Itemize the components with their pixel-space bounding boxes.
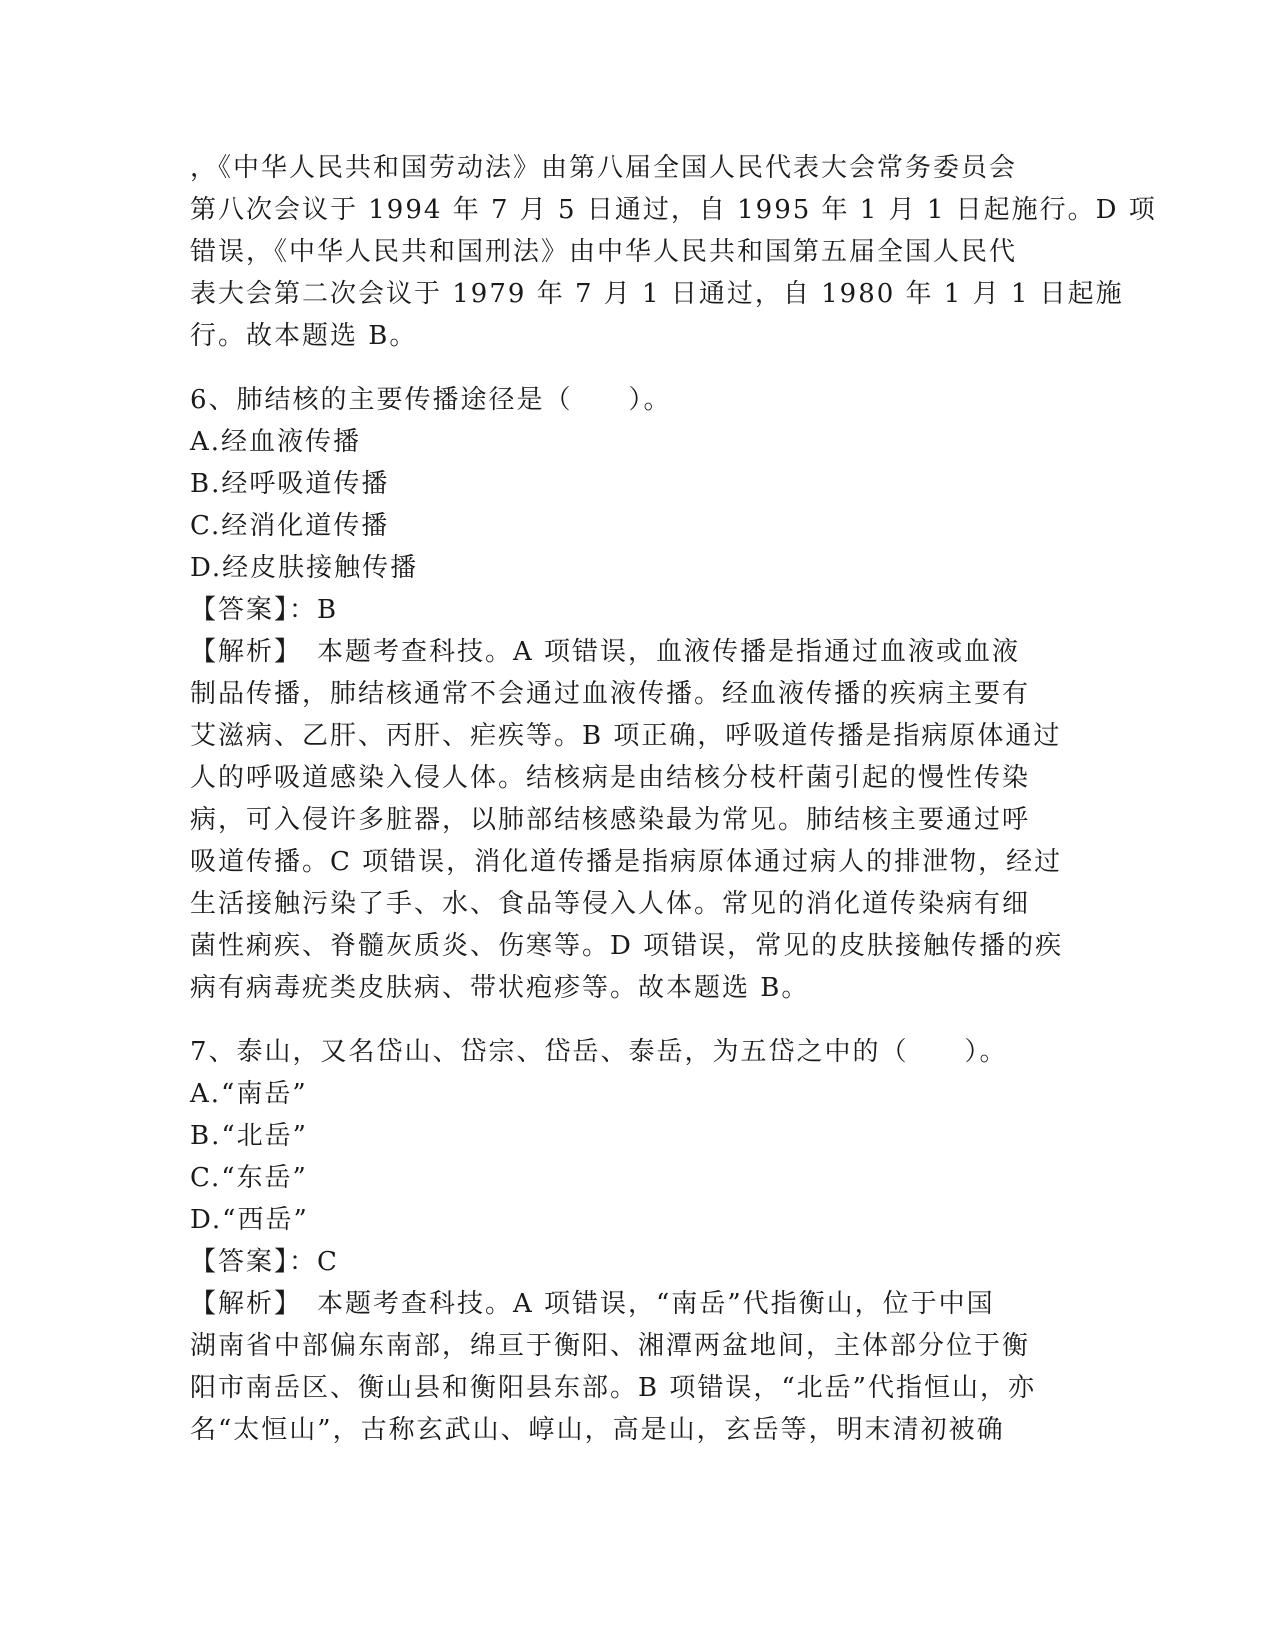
explanation-line: ，《中华人民共和国劳动法》由第八届全国人民代表大会常务委员会 bbox=[190, 153, 1018, 183]
answer-line: 【答案】：B bbox=[190, 595, 339, 625]
explanation-line: 艾滋病、乙肝、丙肝、疟疾等。B 项正确，呼吸道传播是指病原体通过 bbox=[190, 721, 1062, 751]
explanation-line: 表大会第二次会议于 1979 年 7 月 1 日通过，自 1980 年 1 月 1 日起施 bbox=[190, 279, 1124, 309]
explanation-line: 病有病毒疣类皮肤病、带状疱疹等。故本题选 B。 bbox=[190, 973, 810, 1003]
explanation-line: 人的呼吸道感染入侵人体。结核病是由结核分枝杆菌引起的慢性传染 bbox=[190, 763, 1031, 793]
option-b: B.经呼吸道传播 bbox=[190, 469, 390, 499]
question-text: 6、肺结核的主要传播途径是（ ）。 bbox=[190, 385, 672, 415]
explanation-line: 菌性痢疾、脊髓灰质炎、伤寒等。D 项错误，常见的皮肤接触传播的疾 bbox=[190, 931, 1064, 961]
explanation-line: 病，可入侵许多脏器，以肺部结核感染最为常见。肺结核主要通过呼 bbox=[190, 805, 1031, 835]
question-7 bbox=[190, 1031, 1090, 1451]
explanation-line: 生活接触污染了手、水、食品等侵入人体。常见的消化道传染病有细 bbox=[190, 889, 1031, 919]
option-a: A.经血液传播 bbox=[190, 427, 362, 457]
question-6 bbox=[190, 379, 1090, 1009]
explanation-line: 名“太恒山”，古称玄武山、崞山，高是山，玄岳等，明末清初被确 bbox=[190, 1415, 1005, 1445]
previous-explanation bbox=[190, 147, 1157, 357]
spacer bbox=[190, 1009, 1090, 1031]
explanation-line: 制品传播，肺结核通常不会通过血液传播。经血液传播的疾病主要有 bbox=[190, 679, 1031, 709]
explanation-line: 【解析】 本题考查科技。A 项错误，“南岳”代指衡山，位于中国 bbox=[190, 1289, 995, 1319]
option-d: D.“西岳” bbox=[190, 1205, 309, 1235]
explanation-line: 错误，《中华人民共和国刑法》由中华人民共和国第五届全国人民代 bbox=[190, 237, 1018, 267]
option-a: A.“南岳” bbox=[190, 1079, 308, 1109]
explanation-line: 湖南省中部偏东南部，绵亘于衡阳、湘潭两盆地间，主体部分位于衡 bbox=[190, 1331, 1031, 1361]
explanation-line: 行。故本题选 B。 bbox=[190, 321, 418, 351]
question-text: 7、泰山，又名岱山、岱宗、岱岳、泰岳，为五岱之中的（ ）。 bbox=[190, 1037, 1008, 1067]
option-c: C.“东岳” bbox=[190, 1163, 308, 1193]
spacer bbox=[190, 357, 1090, 379]
option-c: C.经消化道传播 bbox=[190, 511, 390, 541]
option-d: D.经皮肤接触传播 bbox=[190, 553, 419, 583]
explanation-line: 阳市南岳区、衡山县和衡阳县东部。B 项错误，“北岳”代指恒山，亦 bbox=[190, 1373, 1036, 1403]
answer-line: 【答案】：C bbox=[190, 1247, 339, 1277]
explanation-line: 吸道传播。C 项错误，消化道传播是指病原体通过病人的排泄物，经过 bbox=[190, 847, 1063, 877]
document-body bbox=[190, 147, 1157, 1451]
option-b: B.“北岳” bbox=[190, 1121, 308, 1151]
explanation-line: 第八次会议于 1994 年 7 月 5 日通过，自 1995 年 1 月 1 日起施行。D 项 bbox=[190, 195, 1157, 225]
explanation-line: 【解析】 本题考查科技。A 项错误，血液传播是指通过血液或血液 bbox=[190, 637, 1021, 667]
